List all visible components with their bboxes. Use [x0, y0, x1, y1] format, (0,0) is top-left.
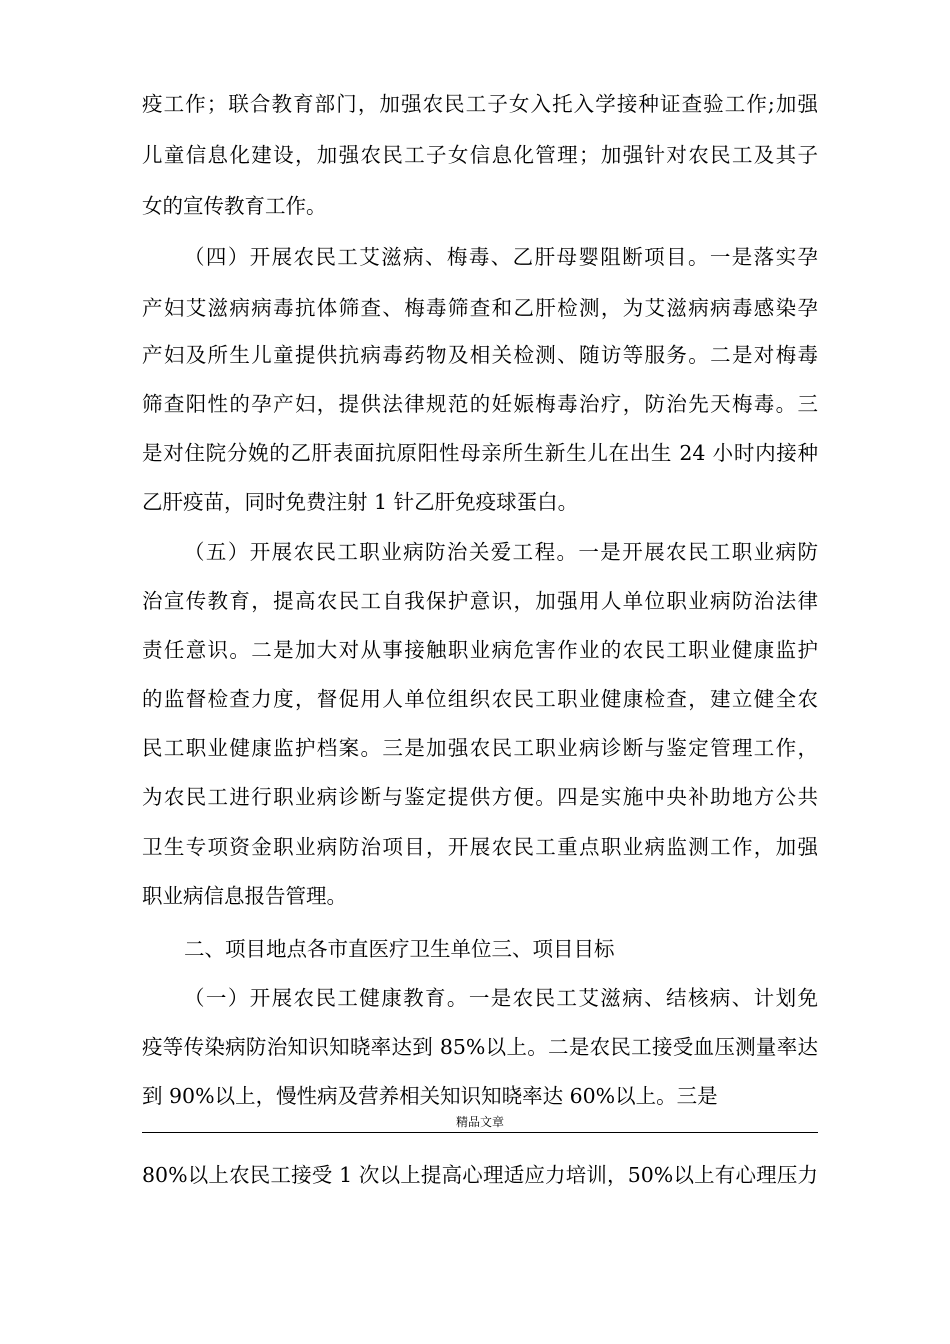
- text-line: 产妇及所生儿童提供抗病毒药物及相关检测、随访等服务。二是对梅毒: [142, 343, 818, 367]
- text-line: 职业病信息报告管理。: [142, 884, 347, 908]
- page-footer-label: 精品文章: [455, 1115, 504, 1129]
- text-line: 民工职业健康监护档案。三是加强农民工职业病诊断与鉴定管理工作，: [142, 736, 818, 760]
- section-heading: 二、项目地点各市直医疗卫生单位三、项目目标: [184, 937, 615, 961]
- text-line: 筛查阳性的孕产妇，提供法律规范的妊娠梅毒治疗，防治先天梅毒。三: [142, 392, 818, 416]
- text-line: （一）开展农民工健康教育。一是农民工艾滋病、结核病、计划免: [184, 986, 818, 1010]
- text-line: 为农民工进行职业病诊断与鉴定提供方便。四是实施中央补助地方公共: [142, 785, 818, 809]
- text-line: （五）开展农民工职业病防治关爱工程。一是开展农民工职业病防: [184, 540, 818, 564]
- text-line: 产妇艾滋病病毒抗体筛查、梅毒筛查和乙肝检测，为艾滋病病毒感染孕: [142, 296, 818, 320]
- text-line: 卫生专项资金职业病防治项目，开展农民工重点职业病监测工作，加强: [142, 835, 818, 859]
- text-line: 是对住院分娩的乙肝表面抗原阳性母亲所生新生儿在出生 24 小时内接种: [142, 441, 818, 465]
- text-line: 治宣传教育，提高农民工自我保护意识，加强用人单位职业病防治法律: [142, 589, 818, 613]
- text-line: 80%以上农民工接受 1 次以上提高心理适应力培训，50%以上有心理压力: [142, 1163, 818, 1187]
- text-line: 儿童信息化建设，加强农民工子女信息化管理；加强针对农民工及其子: [142, 143, 818, 167]
- text-line: 到 90%以上，慢性病及营养相关知识知晓率达 60%以上。三是: [142, 1084, 718, 1108]
- footer-divider: [142, 1132, 818, 1133]
- text-line: 责任意识。二是加大对从事接触职业病危害作业的农民工职业健康监护: [142, 638, 818, 662]
- text-line: （四）开展农民工艾滋病、梅毒、乙肝母婴阻断项目。一是落实孕: [184, 245, 818, 269]
- text-line: 乙肝疫苗，同时免费注射 1 针乙肝免疫球蛋白。: [142, 490, 579, 514]
- text-line: 疫等传染病防治知识知晓率达到 85%以上。二是农民工接受血压测量率达: [142, 1035, 818, 1059]
- text-line: 女的宣传教育工作。: [142, 194, 327, 218]
- text-line: 疫工作；联合教育部门，加强农民工子女入托入学接种证查验工作;加强: [142, 92, 818, 116]
- text-line: 的监督检查力度，督促用人单位组织农民工职业健康检查，建立健全农: [142, 687, 818, 711]
